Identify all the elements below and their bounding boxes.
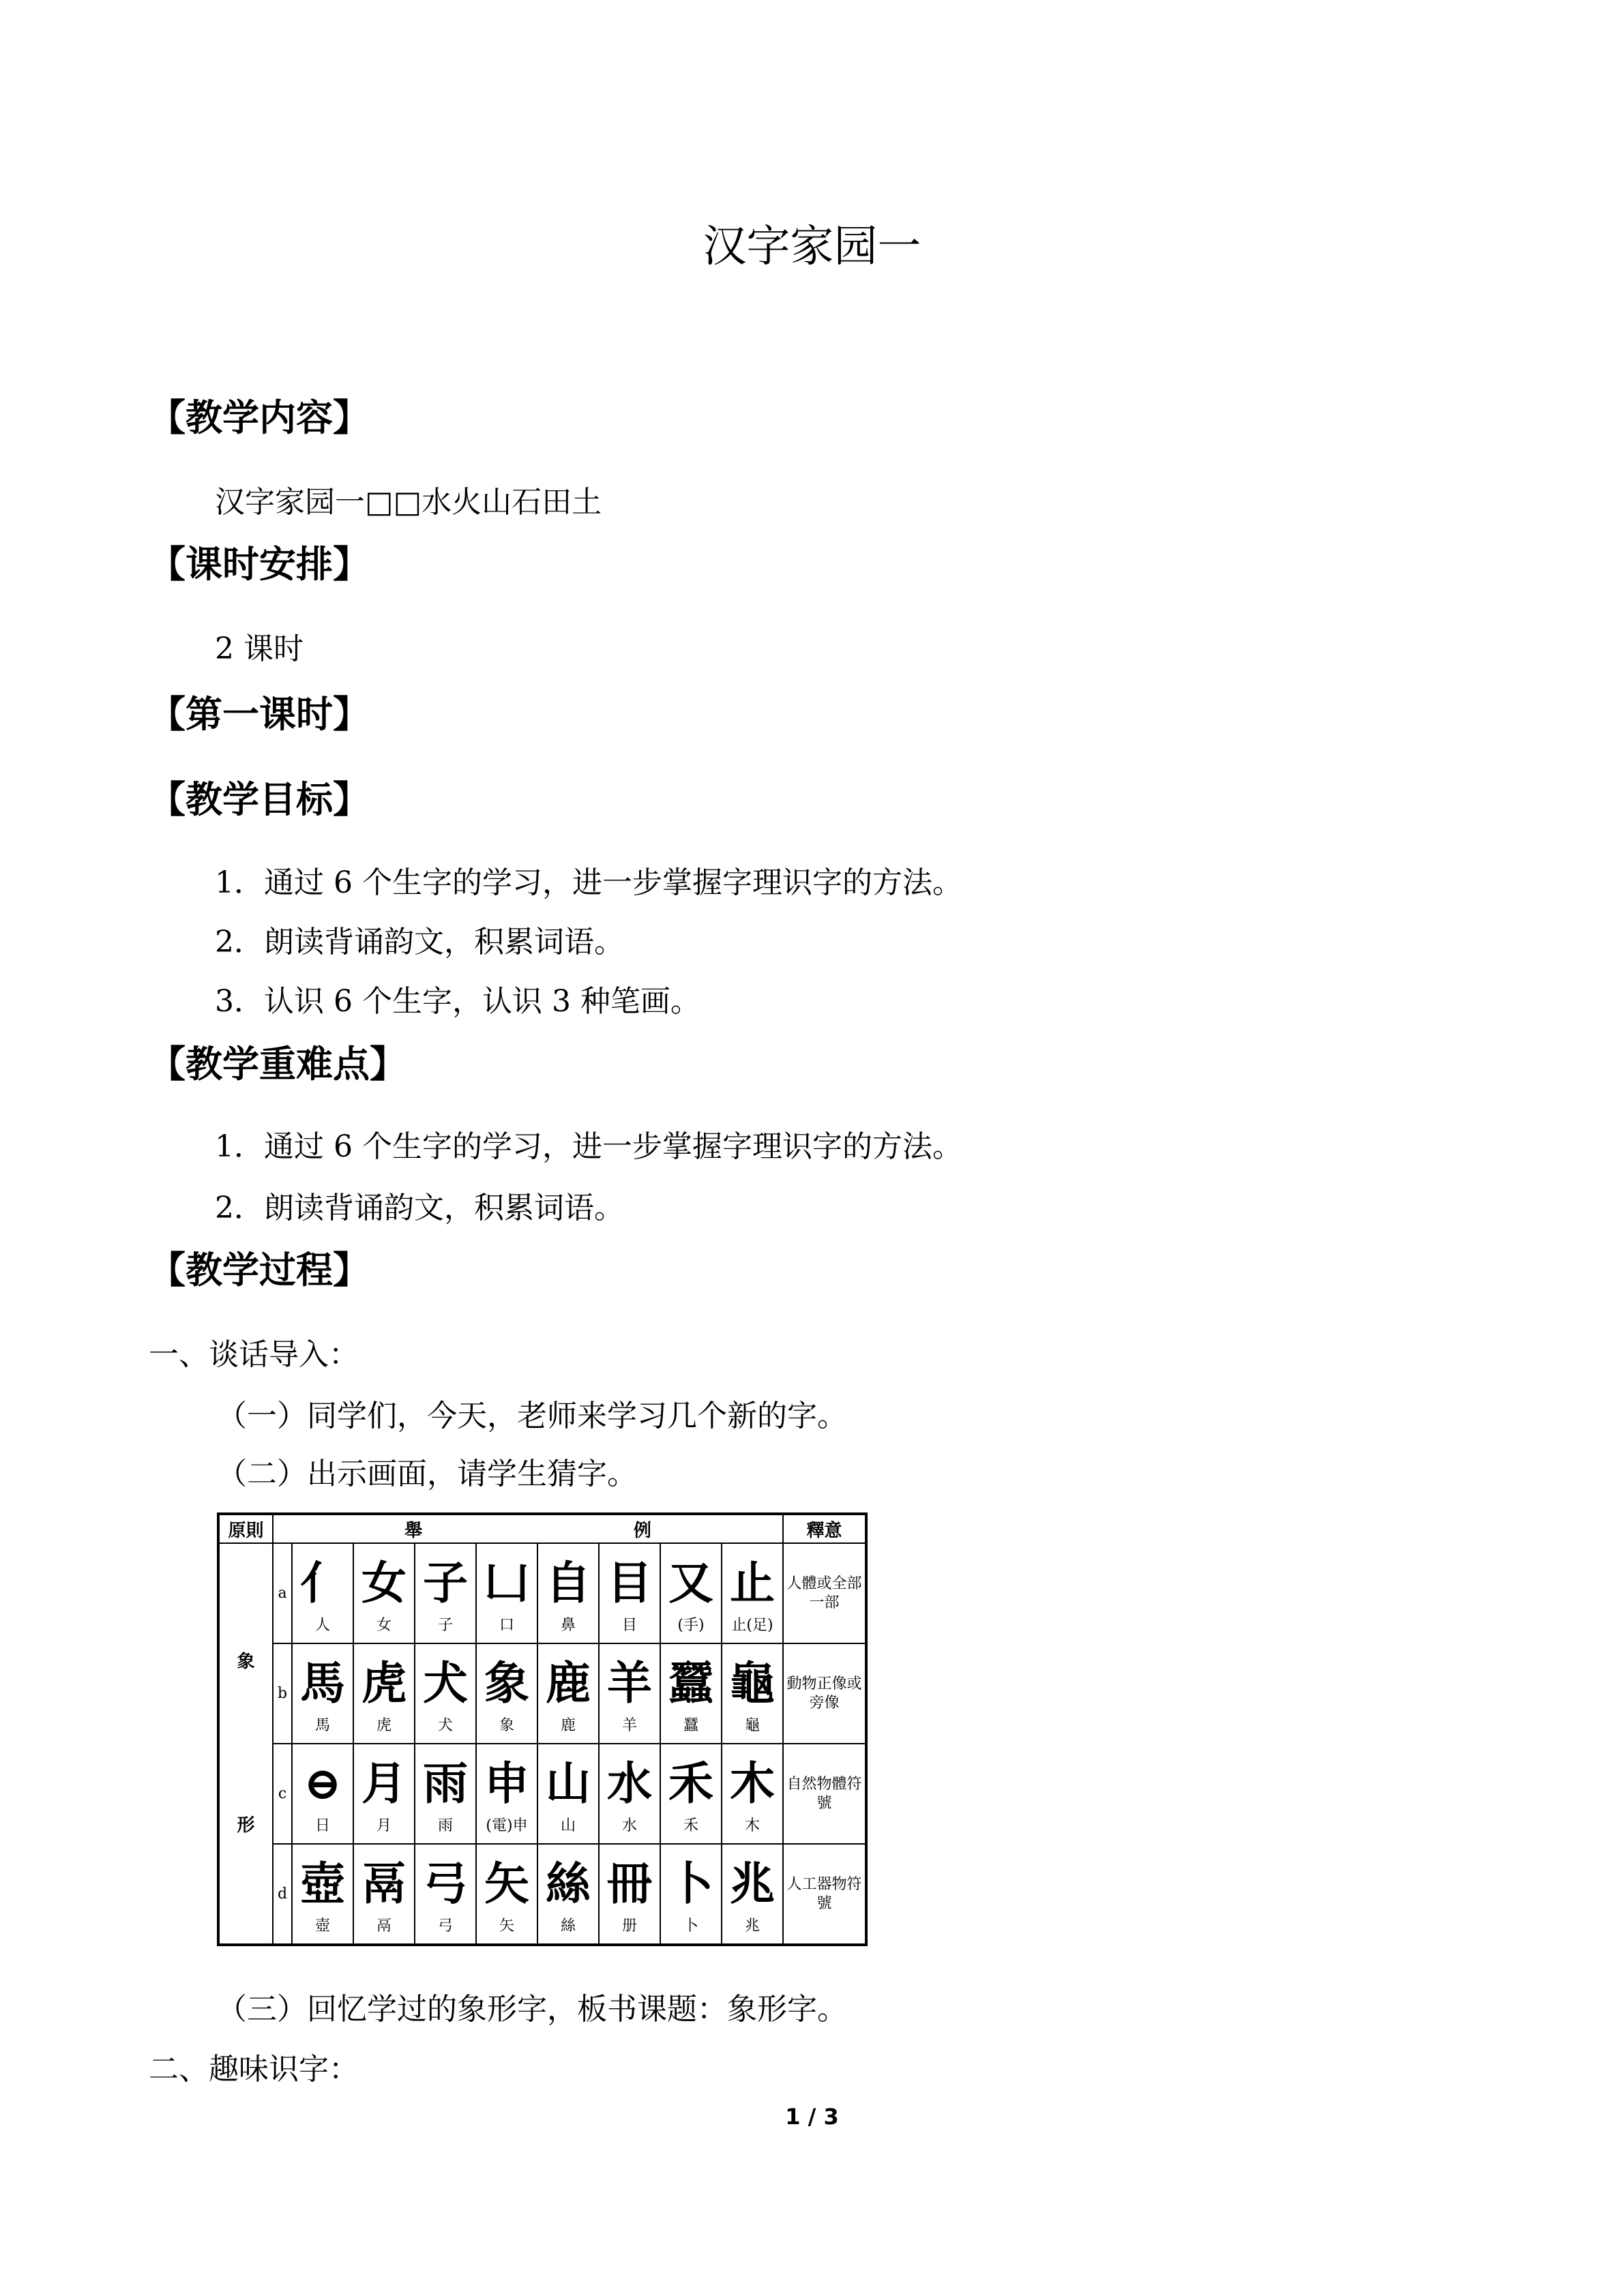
goal-item-2: 2．朗读背诵韵文，积累词语。 xyxy=(215,925,624,959)
row-label-a: a xyxy=(273,1543,292,1643)
goal-item-3: 3．认识 6 个生字，认识 3 种笔画。 xyxy=(215,984,700,1019)
table-cell: 羊 羊 xyxy=(599,1643,660,1744)
step-1-item-1: （一）同学们，今天，老师来学习几个新的字。 xyxy=(217,1399,847,1433)
row-meaning: 自然物體符號 xyxy=(783,1744,866,1844)
pictograph-table xyxy=(217,1512,865,1942)
group-label-1: 象 xyxy=(237,1652,255,1672)
step-2-title: 二、趣味识字： xyxy=(149,2052,359,2087)
table-cell: 亻 人 xyxy=(292,1543,353,1643)
table-cell: 山 山 xyxy=(537,1744,599,1844)
table-header-examples-2: 例 xyxy=(633,1520,651,1541)
heading-teaching-content: 【教学内容】 xyxy=(149,396,370,439)
heading-process: 【教学过程】 xyxy=(149,1249,370,1292)
heading-keypoints: 【教学重难点】 xyxy=(149,1043,407,1086)
table-cell: 卜 卜 xyxy=(660,1844,722,1945)
row-label-d: d xyxy=(273,1844,292,1945)
keypoint-item-1: 1．通过 6 个生字的学习，进一步掌握字理识字的方法。 xyxy=(215,1129,962,1164)
table-group-label xyxy=(218,1543,273,1945)
table-cell: 又 (手) xyxy=(660,1543,722,1643)
table-cell: 子 子 xyxy=(415,1543,476,1643)
table-cell: 申 (電)申 xyxy=(476,1744,537,1844)
group-label-2: 形 xyxy=(237,1815,255,1836)
row-meaning: 人工器物符號 xyxy=(783,1844,866,1945)
table-cell: 矢 矢 xyxy=(476,1844,537,1945)
table-header-principle: 原則 xyxy=(218,1514,273,1543)
table-cell: 絲 絲 xyxy=(537,1844,599,1945)
page-number: 1 / 3 xyxy=(785,2104,839,2130)
table-cell: 女 女 xyxy=(353,1543,415,1643)
table-cell: 馬 馬 xyxy=(292,1643,353,1744)
table-header-meaning: 釋意 xyxy=(783,1514,866,1543)
teaching-content-text: 汉字家园一□□水火山石田土 xyxy=(215,485,602,520)
row-meaning: 動物正像或旁像 xyxy=(783,1643,866,1744)
heading-goals: 【教学目标】 xyxy=(149,778,370,821)
table-cell: 犬 犬 xyxy=(415,1643,476,1744)
table-cell: 禾 禾 xyxy=(660,1744,722,1844)
table-cell: 鬲 鬲 xyxy=(353,1844,415,1945)
table-cell: 龜 龜 xyxy=(722,1643,783,1744)
table-cell: 蠶 蠶 xyxy=(660,1643,722,1744)
table-cell: 水 水 xyxy=(599,1744,660,1844)
row-label-b: b xyxy=(273,1643,292,1744)
table-cell: 目 目 xyxy=(599,1543,660,1643)
step-1-item-3: （三）回忆学过的象形字，板书课题：象形字。 xyxy=(217,1992,847,2027)
row-meaning: 人體或全部一部 xyxy=(783,1543,866,1643)
table-cell: 凵 口 xyxy=(476,1543,537,1643)
table-cell: 木 木 xyxy=(722,1744,783,1844)
table-cell: 月 月 xyxy=(353,1744,415,1844)
table-cell: 虎 虎 xyxy=(353,1643,415,1744)
document-title: 汉字家园一 xyxy=(703,222,921,272)
schedule-text: 2 课时 xyxy=(215,631,304,666)
step-1-item-2: （二）出示画面，请学生猜字。 xyxy=(217,1457,637,1491)
table-cell: ⊖ 日 xyxy=(292,1744,353,1844)
table-cell: 鹿 鹿 xyxy=(537,1643,599,1744)
table-cell: 弓 弓 xyxy=(415,1844,476,1945)
keypoint-item-2: 2．朗读背诵韵文，积累词语。 xyxy=(215,1191,624,1225)
table-cell: 兆 兆 xyxy=(722,1844,783,1945)
table-cell: 壺 壺 xyxy=(292,1844,353,1945)
heading-schedule: 【课时安排】 xyxy=(149,543,370,586)
goal-item-1: 1．通过 6 个生字的学习，进一步掌握字理识字的方法。 xyxy=(215,865,962,900)
table-cell: 雨 雨 xyxy=(415,1744,476,1844)
step-1-title: 一、谈话导入： xyxy=(149,1337,359,1372)
table-cell: 止 止(足) xyxy=(722,1543,783,1643)
table-cell: 冊 册 xyxy=(599,1844,660,1945)
table-cell: 自 鼻 xyxy=(537,1543,599,1643)
table-cell: 象 象 xyxy=(476,1643,537,1744)
table-header-examples xyxy=(273,1514,783,1543)
heading-lesson-1: 【第一课时】 xyxy=(149,693,370,736)
table-header-examples-1: 舉 xyxy=(404,1520,423,1541)
row-label-c: c xyxy=(273,1744,292,1844)
